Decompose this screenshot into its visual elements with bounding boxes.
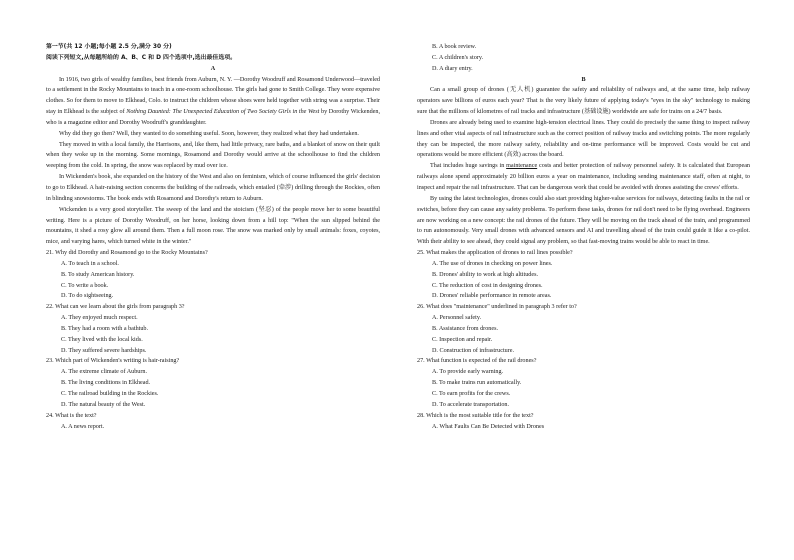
option: C. They lived with the local kids.	[61, 336, 143, 343]
option: D. The natural beauty of the West.	[61, 401, 146, 408]
passage-a-paragraph-2: Why did they go then? Well, they wanted to do something useful. Soon, however, they realized what they had undertaken.	[59, 130, 359, 137]
option: D. Construction of infrastructure.	[432, 347, 515, 354]
question-28: 28. Which is the most suitable title for the text?	[417, 412, 534, 419]
section-instruction: 阅读下列短文,从每题所给的 A、B、C 和 D 四个选项中,选出最佳选项。	[46, 54, 236, 61]
option: D. Drones' reliable performance in remote areas.	[432, 293, 552, 300]
right-column	[417, 42, 750, 432]
question-25: 25. What makes the application of drones to rail lines possible?	[417, 250, 573, 257]
option: C. To write a book.	[61, 282, 109, 289]
paragraph-text: That includes huge savings in	[430, 163, 507, 170]
question-23: 23. Which part of Wickenden's writing is hair-raising?	[46, 358, 180, 365]
option: A. To provide early warning.	[432, 369, 504, 376]
question-26: 26. What does "maintenance" underlined in paragraph 3 refer to?	[417, 304, 577, 311]
passage-a-paragraph-1	[46, 75, 380, 129]
option: B. Drones' ability to work at high altitudes.	[432, 271, 538, 278]
paragraph-text: In 1916, two girls of wealthy families, best friends from Auburn, N. Y. —Dorothy Woodruff and Rosamond Underwood—traveled to a settlement in the Rocky Mountains to teach in a one-room schoolhouse. The girls had gone to Smith College. They wore expensive clothes. So for them to move to Elkhead, Colo. to instruct the children whose shoes were held together with string was a surprise. Their stay in Elkhead is the subject of	[46, 76, 380, 116]
passage-b-label: B	[581, 76, 586, 83]
underlined-word: maintenance	[506, 163, 538, 170]
book-title: Nothing Daunted: The Unexpected Education of Two Society Girls in the West	[126, 109, 320, 116]
passage-a-paragraph-3: They moved in with a local family, the Harrisons, and, like them, had little privacy, rare baths, and a blanket of snow on their quilt when they woke up in the morning. Some mornings, Rosamond and Dorothy would arrive at the schoolhouse to find the children weeping from the cold. In spring, the snow was replaced by mud over ice.	[46, 141, 380, 170]
paragraph-text: costs and better protection of railway personnel safety. It is calculated that European railways alone spend approximately 20 billion euros a year on maintenance, including sending maintenance staff, often at night, to inspect and repair the rail infrastructure. That can be dangerous work that could be avoided with drones assisting the crews' efforts.	[417, 163, 750, 191]
option: D. They suffered severe hardships.	[61, 347, 147, 354]
option: A. To teach in a school.	[61, 260, 119, 267]
passage-b-paragraph-3	[417, 161, 750, 194]
option: A. The extreme climate of Auburn.	[61, 369, 147, 376]
question-27: 27. What function is expected of the rail drones?	[417, 358, 537, 365]
passage-b-paragraph-2: Drones are already being used to examine high-tension electrical lines. They could do precisely the same thing to inspect railway lines and other vital aspects of rail infrastructure such as the correct position of railway tracks and switching points. The more regularly they can be inspected, the more railway safety, reliability and on-time performance will be improved. Costs would be cut and operations would be more efficient (高效) across the board.	[417, 119, 750, 159]
option: B. They had a room with a bathtub.	[61, 325, 149, 332]
passage-b-paragraph-1: Can a small group of drones (无人机) guarantee the safety and reliability of railways and, at the same time, help railway operators save billions of euros each year? That is the very likely future of applying today's "eyes in the sky" technology to making sure that the millions of kilometres of rail tracks and infrastructure (基础设施) worldwide are safe for trains on a 24/7 basis.	[417, 87, 750, 116]
passage-a-paragraph-5: Wickenden is a very good storyteller. The sweep of the land and the stoicism (坚忍) of the people move her to some beautiful writing. Here is a picture of Dorothy Woodruff, on her horse, looking down from a hill top: "When the sun slipped behind the mountains, it shed a rosy glow all around them. Then a full moon rose. The snow was marked only by small animals: foxes, coyotes, mice, and varying hares, which turned white in the winter."	[46, 206, 380, 246]
question-21: 21. Why did Dorothy and Rosamond go to the Rocky Mountains?	[46, 250, 208, 257]
passage-a-label: A	[210, 65, 216, 72]
paragraph-text: by Dorothy Wickenden, who is a magazine editor and Dorothy Woodruff's granddaughter.	[46, 109, 380, 126]
option: A. They enjoyed much respect.	[61, 315, 138, 322]
option: D. A diary entry.	[432, 65, 473, 72]
passage-a-paragraph-4: In Wickenden's book, she expanded on the history of the West and also on feminism, which of course influenced the girls' decision to go to Elkhead. A hair-raising section concerns the building of the railroads, which entailed (牵涉) drilling through the Rockies, often in blinding snowstorms. The book ends with Rosamond and Dorothy's return to Auburn.	[46, 174, 380, 202]
section-header: 第一节(共 12 小题;每小题 2.5 分,满分 30 分)	[46, 44, 172, 50]
option: B. Assistance from drones.	[432, 325, 499, 332]
option: B. The living conditions in Elkhead.	[61, 380, 151, 387]
option: D. To do sightseeing.	[61, 293, 114, 300]
option: C. A children's story.	[432, 54, 484, 61]
question-22: 22. What can we learn about the girls from paragraph 3?	[46, 304, 185, 311]
option: C. The railroad building in the Rockies.	[61, 391, 159, 397]
left-column	[46, 42, 380, 432]
option: B. A book review.	[432, 44, 477, 50]
option: B. To study American history.	[61, 271, 135, 278]
option: B. To make trains run automatically.	[432, 380, 522, 387]
option: A. The use of drones in checking on power lines.	[432, 260, 553, 267]
question-24: 24. What is the text?	[46, 412, 97, 419]
option: A. Personnel safety.	[432, 315, 482, 322]
option: C. The reduction of cost in designing drones.	[432, 282, 543, 289]
option: A. What Faults Can Be Detected with Drones	[432, 423, 545, 430]
passage-b-paragraph-4: By using the latest technologies, drones could also start providing higher-value services for railways, detecting faults in the rail or switches, before they can cause any safety problems. To perform these tasks, drones for rail don't need to be flying overhead. Engineers are now working on a new concept: the rail drones of the future. They will be moving on the track ahead of the train, and programmed to run autonomously. Very small drones with advanced sensors and AI and travelling ahead of the train could guide it like a co-pilot. With their ability to see ahead, they could signal any problem, so that fast-moving trains would be able to react in time.	[417, 195, 750, 246]
option: C. Inspection and repair.	[432, 336, 493, 343]
option: A. A news report.	[61, 423, 105, 430]
option: C. To earn profits for the crews.	[432, 391, 511, 397]
option: D. To accelerate transportation.	[432, 401, 510, 408]
